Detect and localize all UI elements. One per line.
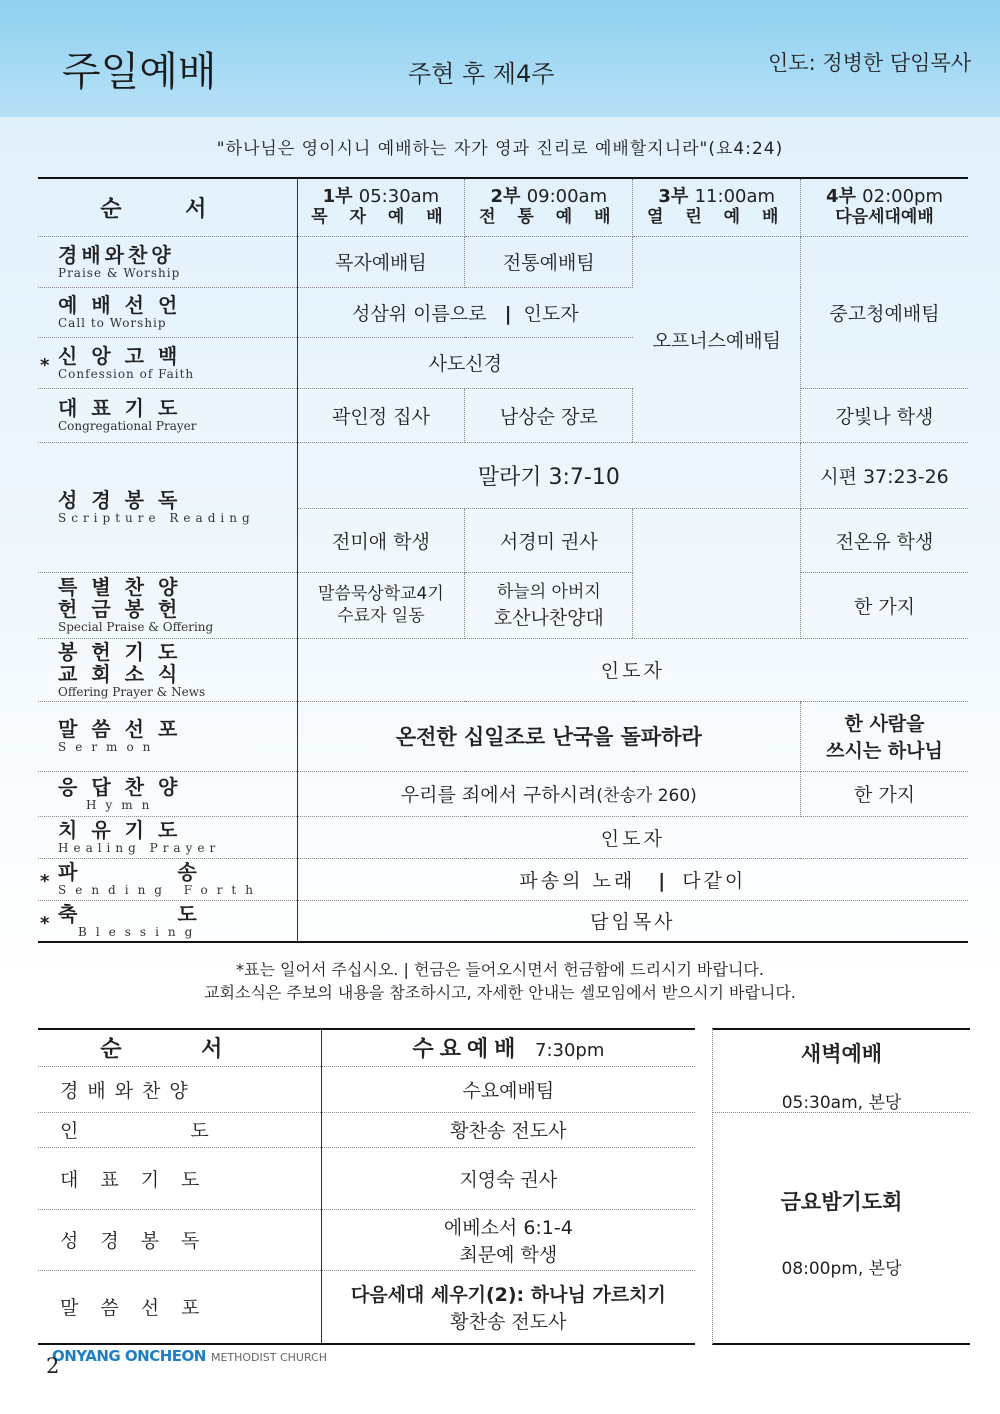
friday-service-title: 금요밤기도회 xyxy=(780,1190,903,1214)
cell-prayer-1: 곽인정 집사 xyxy=(297,388,465,442)
cell-youth-team: 중고청예배팀 xyxy=(800,236,968,388)
wed-cell-lead: 황찬송 전도사 xyxy=(321,1112,695,1147)
service-2-header: 2부 09:00am 전 통 예 배 xyxy=(465,178,633,236)
table-row xyxy=(38,1147,695,1209)
table-row xyxy=(38,572,968,638)
cell-scripture-main: 말라기 3:7-10 xyxy=(297,442,800,508)
dawn-service-title: 새벽예배 xyxy=(800,1042,883,1066)
label-hymn: 응답찬양 Hymn xyxy=(38,771,297,816)
label-sermon: 말씀선포 Sermon xyxy=(38,701,297,771)
cell-healing-leader: 인도자 xyxy=(297,816,968,858)
table-row xyxy=(38,1066,695,1112)
table-row xyxy=(38,1209,695,1270)
cell-blessing: 담임목사 xyxy=(297,900,968,942)
cell-sermon-title: 온전한 십일조로 난국을 돌파하라 xyxy=(297,701,800,771)
cell-call: 성삼위 이름으로 | 인도자 xyxy=(297,287,633,337)
service-4-header: 4부 02:00pm 다음세대예배 xyxy=(800,178,968,236)
cell-blank-3 xyxy=(633,508,801,638)
divider xyxy=(713,1112,970,1113)
cell-sermon-4: 한 사람을 쓰시는 하나님 xyxy=(800,701,968,771)
table-row xyxy=(38,1270,695,1344)
cell-special-2: 하늘의 아버지 호산나찬양대 xyxy=(465,572,633,638)
table-row xyxy=(38,1112,695,1147)
table-row xyxy=(38,701,968,771)
table-header-row xyxy=(38,1029,695,1066)
wed-title: 수요예배 7:30pm xyxy=(321,1029,695,1066)
table-row xyxy=(38,816,968,858)
cell-prayer-2: 남상순 장로 xyxy=(465,388,633,442)
label-call: 예배선언 Call to Worship xyxy=(38,287,297,337)
notice-text: *표는 일어서 주십시오. | 헌금은 들어오시면서 헌금함에 드리시기 바랍니다. 교회소식은 주보의 내용을 참조하시고, 자세한 안내는 셀모임에서 받으시기 바랍니다. xyxy=(204,960,796,1002)
other-services-box xyxy=(712,1028,970,1345)
table-row xyxy=(38,900,968,942)
cell-reader-1: 전미애 학생 xyxy=(297,508,465,572)
cell-sending: 파송의 노래 | 다같이 xyxy=(297,858,968,900)
label-healing: 치유기도 Healing Prayer xyxy=(38,816,297,858)
service-leader: 인도: 정병한 담임목사 xyxy=(768,51,971,75)
cell-offering-leader: 인도자 xyxy=(297,638,968,701)
table-row xyxy=(38,236,968,287)
cell-special-1: 말씀묵상학교4기 수료자 일동 xyxy=(297,572,465,638)
wed-label-sermon: 말씀선포 xyxy=(38,1270,321,1344)
label-praise: 경배와찬양 Praise & Worship xyxy=(38,236,297,287)
wed-cell-sermon: 다음세대 세우기(2): 하나님 가르치기 황찬송 전도사 xyxy=(321,1270,695,1344)
liturgical-week: 주현 후 제4주 xyxy=(408,60,555,88)
label-scripture: 성경봉독 Scripture Reading xyxy=(38,442,297,572)
wed-cell-scripture: 에베소서 6:1-4 최문예 학생 xyxy=(321,1209,695,1270)
label-offering: 봉헌기도 교회소식 Offering Prayer & News xyxy=(38,638,297,701)
cell-reader-4: 전온유 학생 xyxy=(800,508,968,572)
wed-label-scripture: 성경봉독 xyxy=(38,1209,321,1270)
cell-special-4: 한 가지 xyxy=(800,572,968,638)
cell-praise-1: 목자예배팀 xyxy=(297,236,465,287)
wednesday-order-table xyxy=(38,1028,695,1345)
table-header-row xyxy=(38,178,968,236)
scripture-verse: "하나님은 영이시니 예배하는 자가 영과 진리로 예배할지니라"(요4:24) xyxy=(216,139,784,159)
sunday-order-table xyxy=(38,177,968,943)
header-banner xyxy=(0,0,1000,117)
cell-hymn: 우리를 죄에서 구하시려(찬송가 260) xyxy=(297,771,800,816)
wed-order-header: 순 서 xyxy=(38,1029,321,1066)
service-1-header: 1부 05:30am 목 자 예 배 xyxy=(297,178,465,236)
table-row xyxy=(38,858,968,900)
dawn-service-detail: 05:30am, 본당 xyxy=(781,1093,902,1113)
label-sending: * 파송 Sending Forth xyxy=(38,858,297,900)
label-blessing: * 축도 Blessing xyxy=(38,900,297,942)
wed-cell-prayer: 지영숙 권사 xyxy=(321,1147,695,1209)
wed-cell-praise: 수요예배팀 xyxy=(321,1066,695,1112)
cell-creed: 사도신경 xyxy=(297,337,633,388)
table-row xyxy=(38,638,968,701)
wed-label-prayer: 대표기도 xyxy=(38,1147,321,1209)
cell-scripture-4: 시편 37:23-26 xyxy=(800,442,968,508)
page-number: 2 xyxy=(46,1354,60,1378)
service-3-header: 3부 11:00am 열 린 예 배 xyxy=(633,178,801,236)
table-row xyxy=(38,442,968,508)
label-prayer: 대표기도 Congregational Prayer xyxy=(38,388,297,442)
cell-hymn-4: 한 가지 xyxy=(800,771,968,816)
label-confession: * 신앙고백 Confession of Faith xyxy=(38,337,297,388)
cell-praise-2: 전통예배팀 xyxy=(465,236,633,287)
cell-open-team: 오프너스예배팀 xyxy=(633,236,801,442)
page-title: 주일예배 xyxy=(62,49,217,95)
wed-label-praise: 경배와찬양 xyxy=(38,1066,321,1112)
wed-label-lead: 인도 xyxy=(38,1112,321,1147)
table-row xyxy=(38,771,968,816)
order-header: 순 서 xyxy=(38,178,297,236)
friday-service-detail: 08:00pm, 본당 xyxy=(781,1259,902,1279)
table-row xyxy=(38,388,968,442)
church-logo: ONYANG ONCHEON METHODIST CHURCH xyxy=(52,1347,328,1365)
cell-prayer-4: 강빛나 학생 xyxy=(800,388,968,442)
label-special: 특별찬양 헌금봉헌 Special Praise & Offering xyxy=(38,572,297,638)
cell-reader-2: 서경미 권사 xyxy=(465,508,633,572)
